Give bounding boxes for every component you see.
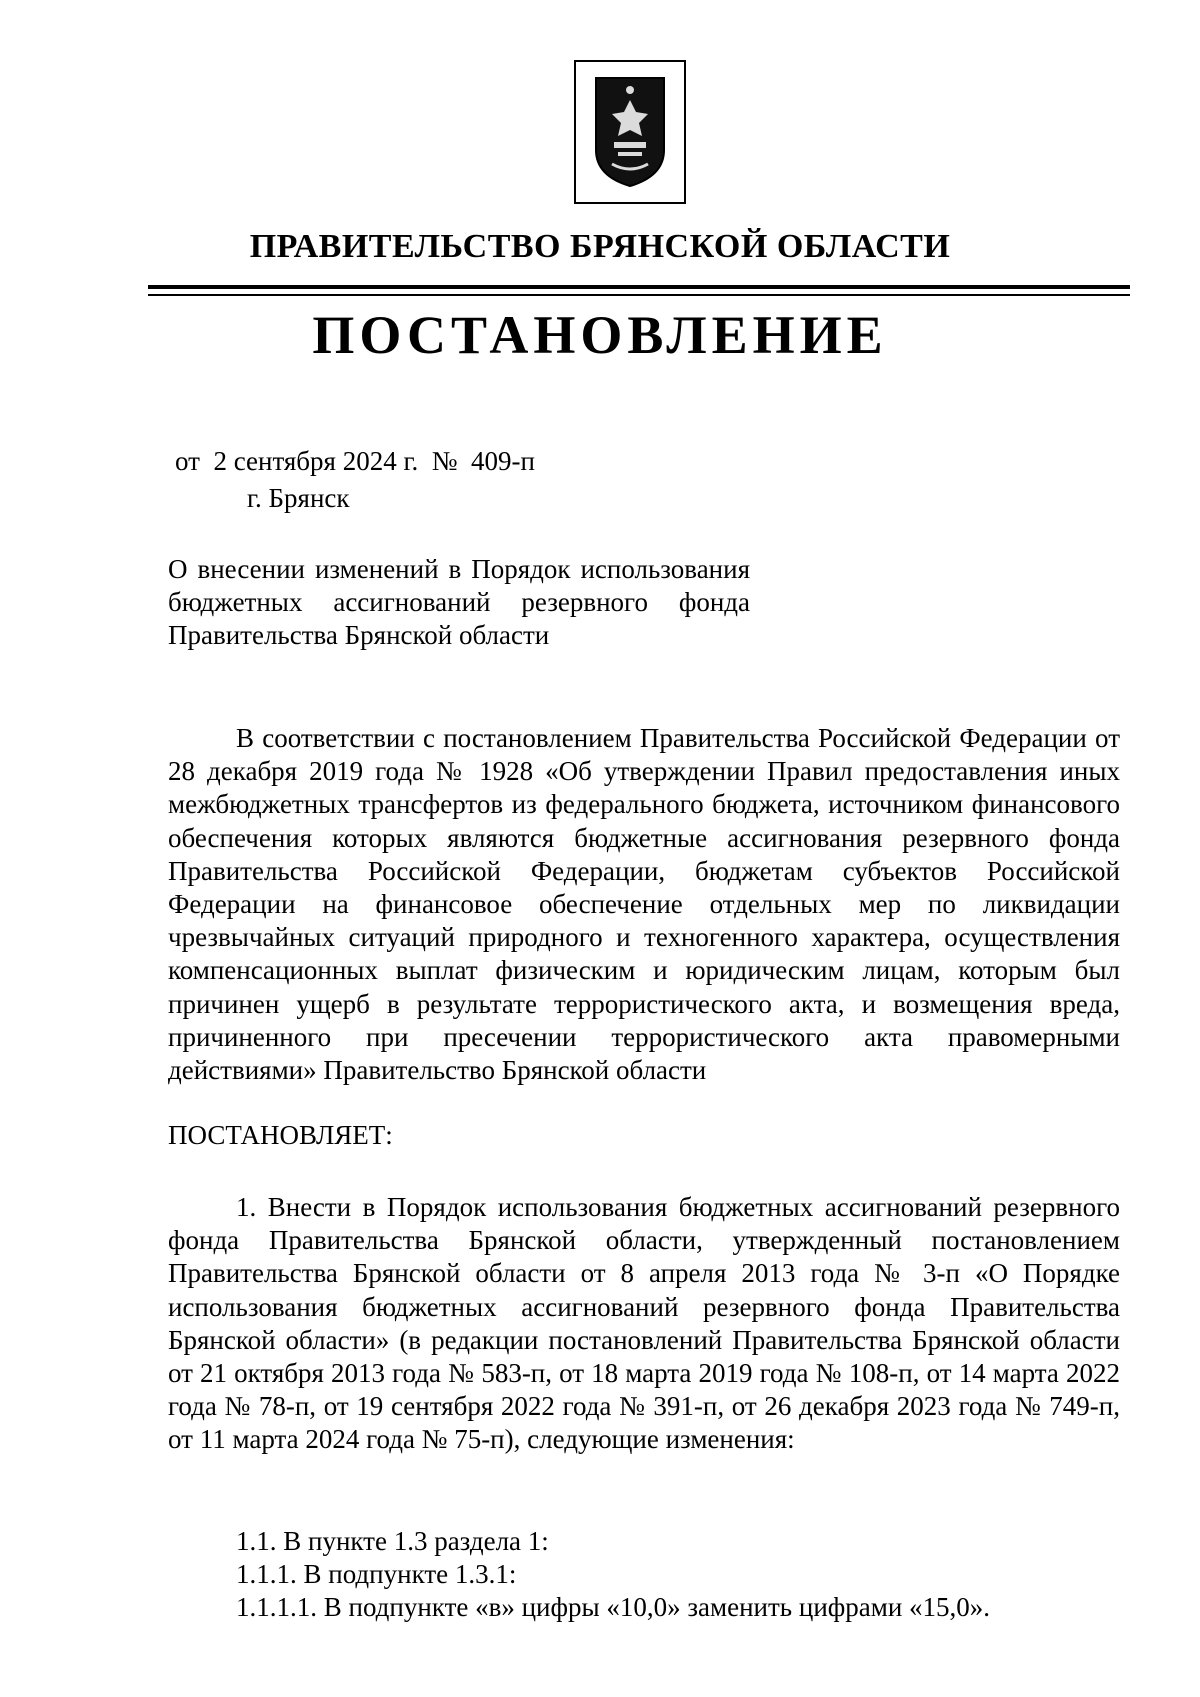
organization-title: ПРАВИТЕЛЬСТВО БРЯНСКОЙ ОБЛАСТИ <box>249 228 951 265</box>
document-type-title: ПОСТАНОВЛЕНИЕ <box>312 305 888 365</box>
header-divider-thick <box>148 285 1130 289</box>
resolves-heading: ПОСТАНОВЛЯЕТ: <box>168 1120 393 1150</box>
sub-item-1-1-1: 1.1.1. В подпункте 1.3.1: <box>236 1559 517 1589</box>
document-subject: О внесении изменений в Порядок использования бюджетных ассигнований резервного фонда Правительства Брянской области <box>168 554 750 650</box>
city: г. Брянск <box>247 483 350 513</box>
date-and-number: от 2 сентября 2024 г. № 409-п <box>175 446 535 476</box>
header-divider-thin <box>148 294 1130 296</box>
item-1-paragraph: 1. Внести в Порядок использования бюджетных ассигнований резервного фонда Правительства Брянской области, утвержденный постановлением Правительства Брянской области от 8 апреля 2013 года № 3-п «О Порядке использования бюджетных ассигнований резервного фонда Правительства Брянской области» (в редакции постановлений Правительства Брянской области от 21 октября 2013 года № 583-п, от 18 марта 2019 года № 108-п, от 14 марта 2022 года № 78-п, от 19 сентября 2022 года № 391-п, от 26 декабря 2023 года № 749-п, от 11 марта 2024 года № 75-п), следующие изменения: <box>168 1192 1120 1455</box>
preamble-paragraph: В соответствии с постановлением Правительства Российской Федерации от 28 декабря 2019 года № 1928 «Об утверждении Правил предоставления иных межбюджетных трансфертов из федерального бюджета, источником финансового обеспечения которых являются бюджетные ассигнования резервного фонда Правительства Российской Федерации, бюджетам субъектов Российской Федерации на финансовое обеспечение отдельных мер по ликвидации чрезвычайных ситуаций природного и техногенного характера, осуществления компенсационных выплат физическим и юридическим лицам, которым был причинен ущерб в результате террористического акта, и возмещения вреда, причиненного при пресечении террористического акта правомерными действиями» Правительство Брянской области <box>168 723 1120 1086</box>
sub-item-1-1-1-1: 1.1.1.1. В подпункте «в» цифры «10,0» заменить цифрами «15,0». <box>236 1592 991 1622</box>
coat-of-arms-frame <box>574 60 686 204</box>
sub-item-1-1: 1.1. В пункте 1.3 раздела 1: <box>236 1526 549 1556</box>
coat-of-arms-icon <box>590 72 670 192</box>
